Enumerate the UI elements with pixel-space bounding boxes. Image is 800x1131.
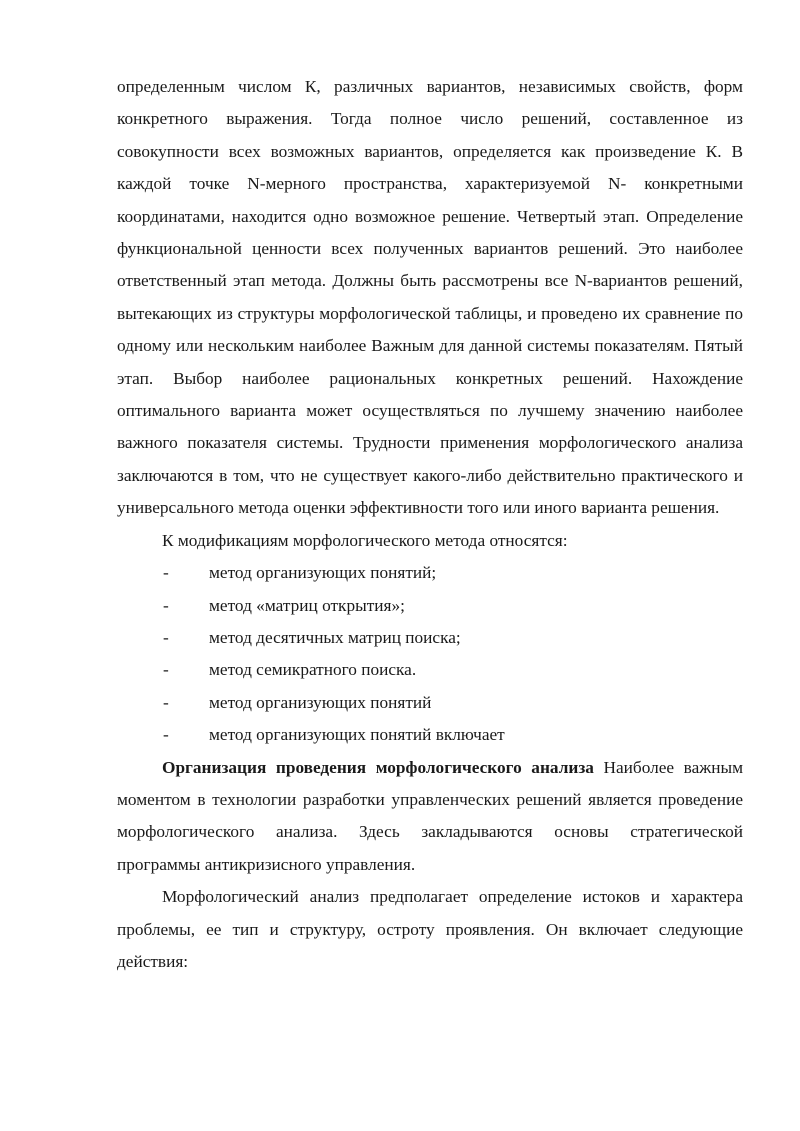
list-item [117, 590, 743, 622]
list-item-text: метод организующих понятий включает [209, 725, 505, 745]
dash-bullet: - [163, 725, 169, 745]
dash-bullet: - [163, 595, 169, 615]
document-page [117, 71, 743, 978]
list-item-text: метод семикратного поиска. [209, 660, 417, 680]
section-paragraph [117, 752, 743, 882]
section-heading: Организация проведения морфологического анализа [162, 757, 594, 777]
dash-bullet: - [163, 660, 169, 680]
list-item-text: метод десятичных матриц поиска; [209, 627, 461, 647]
dash-bullet: - [163, 627, 169, 647]
modifications-intro: К модификациям морфологического метода относятся: [162, 530, 568, 550]
body-paragraph: определенным числом К, различных вариантов, независимых свойств, форм конкретного выражения. Тогда полное число решений, составленное из совокупности всех возможных вариантов, определяется как произведение К. В каждой точке N-мерного пространства, характеризуемой N- конкретными координатами, находится одно возможное решение. Четвертый этап. Определение функциональной ценности всех полученных вариантов решений. Это наиболее ответственный этап метода. Должны быть рассмотрены все N-вариантов решений, вытекающих из структуры морфологической таблицы, и проведено их сравнение по одному или нескольким наиболее Важным для данной системы показателям. Пятый этап. Выбор наиболее рациональных конкретных решений. Нахождение оптимального варианта может осуществляться по лучшему значению наиболее важного показателя системы. Трудности применения морфологического анализа заключаются в том, что не существует какого-либо действительно практического и универсального метода оценки эффективности того или иного варианта решения. [117, 77, 743, 518]
list-item [117, 557, 743, 589]
dash-bullet: - [163, 692, 169, 712]
list-item [117, 719, 743, 751]
modifications-list [117, 557, 743, 751]
list-item-text: метод организующих понятий; [209, 563, 437, 583]
section-text: Наиболее важным моментом в технологии разработки управленческих решений является проведение морфологического анализа. Здесь закладываются основы стратегической программы антикризисного управления. [117, 757, 744, 874]
list-item [117, 654, 743, 686]
list-item-text: метод организующих понятий [209, 692, 432, 712]
list-item-text: метод «матриц открытия»; [209, 595, 405, 615]
final-paragraph: Морфологический анализ предполагает определение истоков и характера проблемы, ее тип и структуру, остроту проявления. Он включает следующие действия: [117, 887, 743, 971]
dash-bullet: - [163, 563, 169, 583]
list-item [117, 687, 743, 719]
list-item [117, 622, 743, 654]
